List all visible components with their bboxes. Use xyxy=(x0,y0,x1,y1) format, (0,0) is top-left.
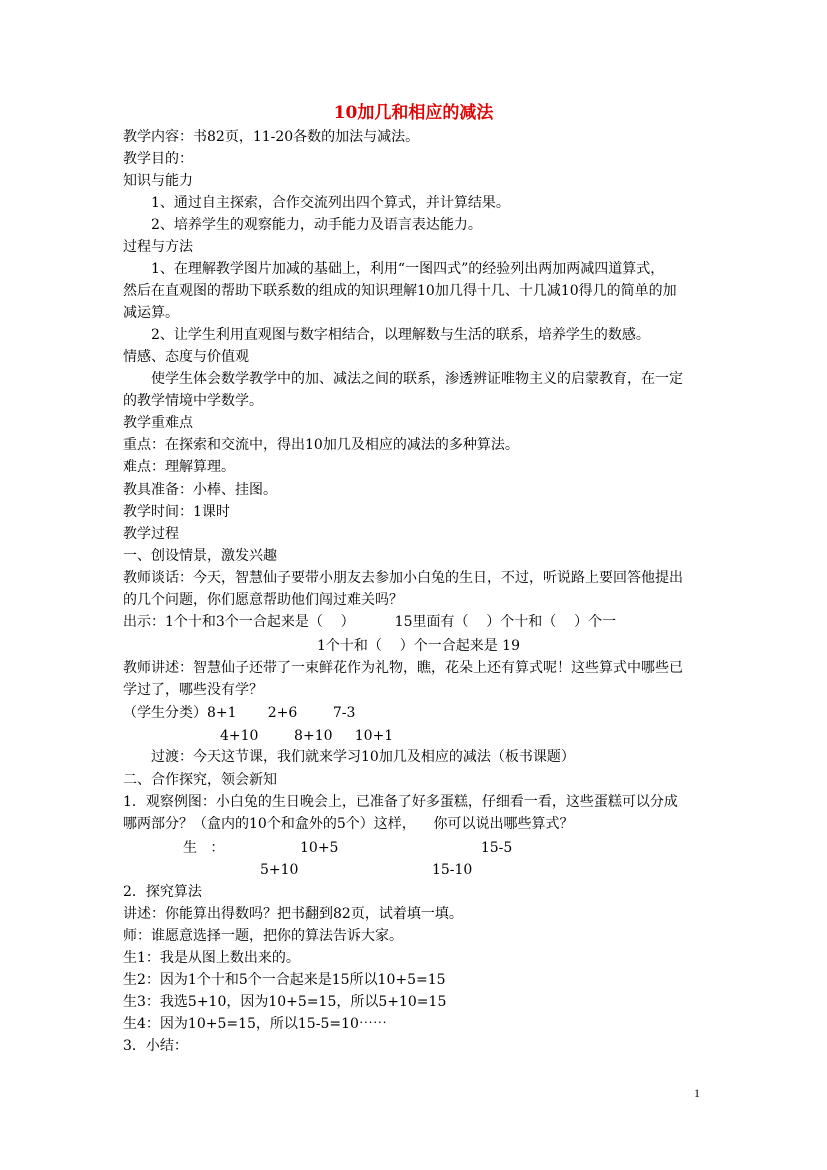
text-line: 过渡：今天这节课，我们就来学习10加几及相应的减法（板书课题） xyxy=(151,749,575,765)
section-heading: 教学重难点 xyxy=(123,415,193,431)
text-line: 5+10 15-10 xyxy=(260,862,473,878)
text-line: 教师谈话：今天，智慧仙子要带小朋友去参加小白兔的生日，不过，听说路上要回答他提出 xyxy=(123,570,683,586)
text-line: 的教学情境中学数学。 xyxy=(123,393,263,409)
text-line: 2、让学生利用直观图与数字相结合，以理解数与生活的联系，培养学生的数感。 xyxy=(151,327,650,343)
section-heading: 教学过程 xyxy=(123,526,179,542)
text-line: 的几个问题，你们愿意帮助他们闯过难关吗？ xyxy=(123,592,403,608)
text-line: 教具准备：小棒、挂图。 xyxy=(123,482,277,498)
page-number: 1 xyxy=(694,1086,700,1100)
text-line: 生1：我是从图上数出来的。 xyxy=(123,950,300,966)
section-heading: 情感、态度与价值观 xyxy=(123,349,249,365)
section-heading: 一、创设情景，激发兴趣 xyxy=(123,548,277,564)
section-heading: 3．小结： xyxy=(123,1038,188,1054)
text-line: 师：谁愿意选择一题，把你的算法告诉大家。 xyxy=(123,928,403,944)
text-line: 教学内容：书82页，11-20各数的加法与减法。 xyxy=(123,129,420,145)
text-line: 减运算。 xyxy=(123,305,179,321)
text-line: 使学生体会数学教学中的加、减法之间的联系，渗透辨证唯物主义的启蒙教育，在一定 xyxy=(151,371,683,387)
text-line: 教师讲述：智慧仙子还带了一束鲜花作为礼物，瞧，花朵上还有算式呢！这些算式中哪些已 xyxy=(123,660,683,676)
text-line: 1、在理解教学图片加减的基础上，利用“一图四式”的经验列出两加两减四道算式， xyxy=(151,261,665,277)
text-line: 重点：在探索和交流中，得出10加几及相应的减法的多种算法。 xyxy=(123,437,519,453)
text-line: 生 ： 10+5 15-5 xyxy=(183,840,513,856)
text-line: 出示：1个十和3个一合起来是（ ） 15里面有（ ）个十和（ ）个一 xyxy=(123,614,617,630)
text-line: 生3：我选5+10，因为10+5=15，所以5+10=15 xyxy=(123,994,447,1010)
text-line: 教学时间：1课时 xyxy=(123,504,230,520)
text-line: 生2：因为1个十和5个一合起来是15所以10+5=15 xyxy=(123,972,446,988)
text-line: 难点：理解算理。 xyxy=(123,459,235,475)
text-line: 生4：因为10+5=15，所以15-5=10⋯⋯ xyxy=(123,1016,387,1032)
text-line: 学过了，哪些没有学？ xyxy=(123,682,263,698)
section-heading: 知识与能力 xyxy=(123,173,193,189)
text-line: 哪两部分？（盒内的10个和盒外的5个）这样， 你可以说出哪些算式？ xyxy=(123,816,574,832)
section-heading: 过程与方法 xyxy=(123,239,193,255)
text-line: 教学目的： xyxy=(123,151,193,167)
text-line: 讲述：你能算出得数吗？把书翻到82页，试着填一填。 xyxy=(123,906,463,922)
text-line: 1．观察例图：小白兔的生日晚会上，已准备了好多蛋糕，仔细看一看，这些蛋糕可以分成 xyxy=(123,794,678,810)
section-heading: 二、合作探究，领会新知 xyxy=(123,772,277,788)
text-line: （学生分类）8+1 2+6 7-3 xyxy=(123,705,356,721)
section-heading: 2．探究算法 xyxy=(123,884,202,900)
text-line: 1、通过自主探索，合作交流列出四个算式，并计算结果。 xyxy=(151,195,510,211)
text-line: 2、培养学生的观察能力，动手能力及语言表达能力。 xyxy=(151,217,482,233)
text-line: 4+10 8+10 10+1 xyxy=(220,728,394,744)
text-line: 然后在直观图的帮助下联系数的组成的知识理解10加几得十几、十几减10得几的简单的加 xyxy=(123,283,677,299)
document-title: 10加几和相应的减法 xyxy=(333,103,494,123)
text-line: 1个十和（ ）个一合起来是 19 xyxy=(317,638,520,654)
